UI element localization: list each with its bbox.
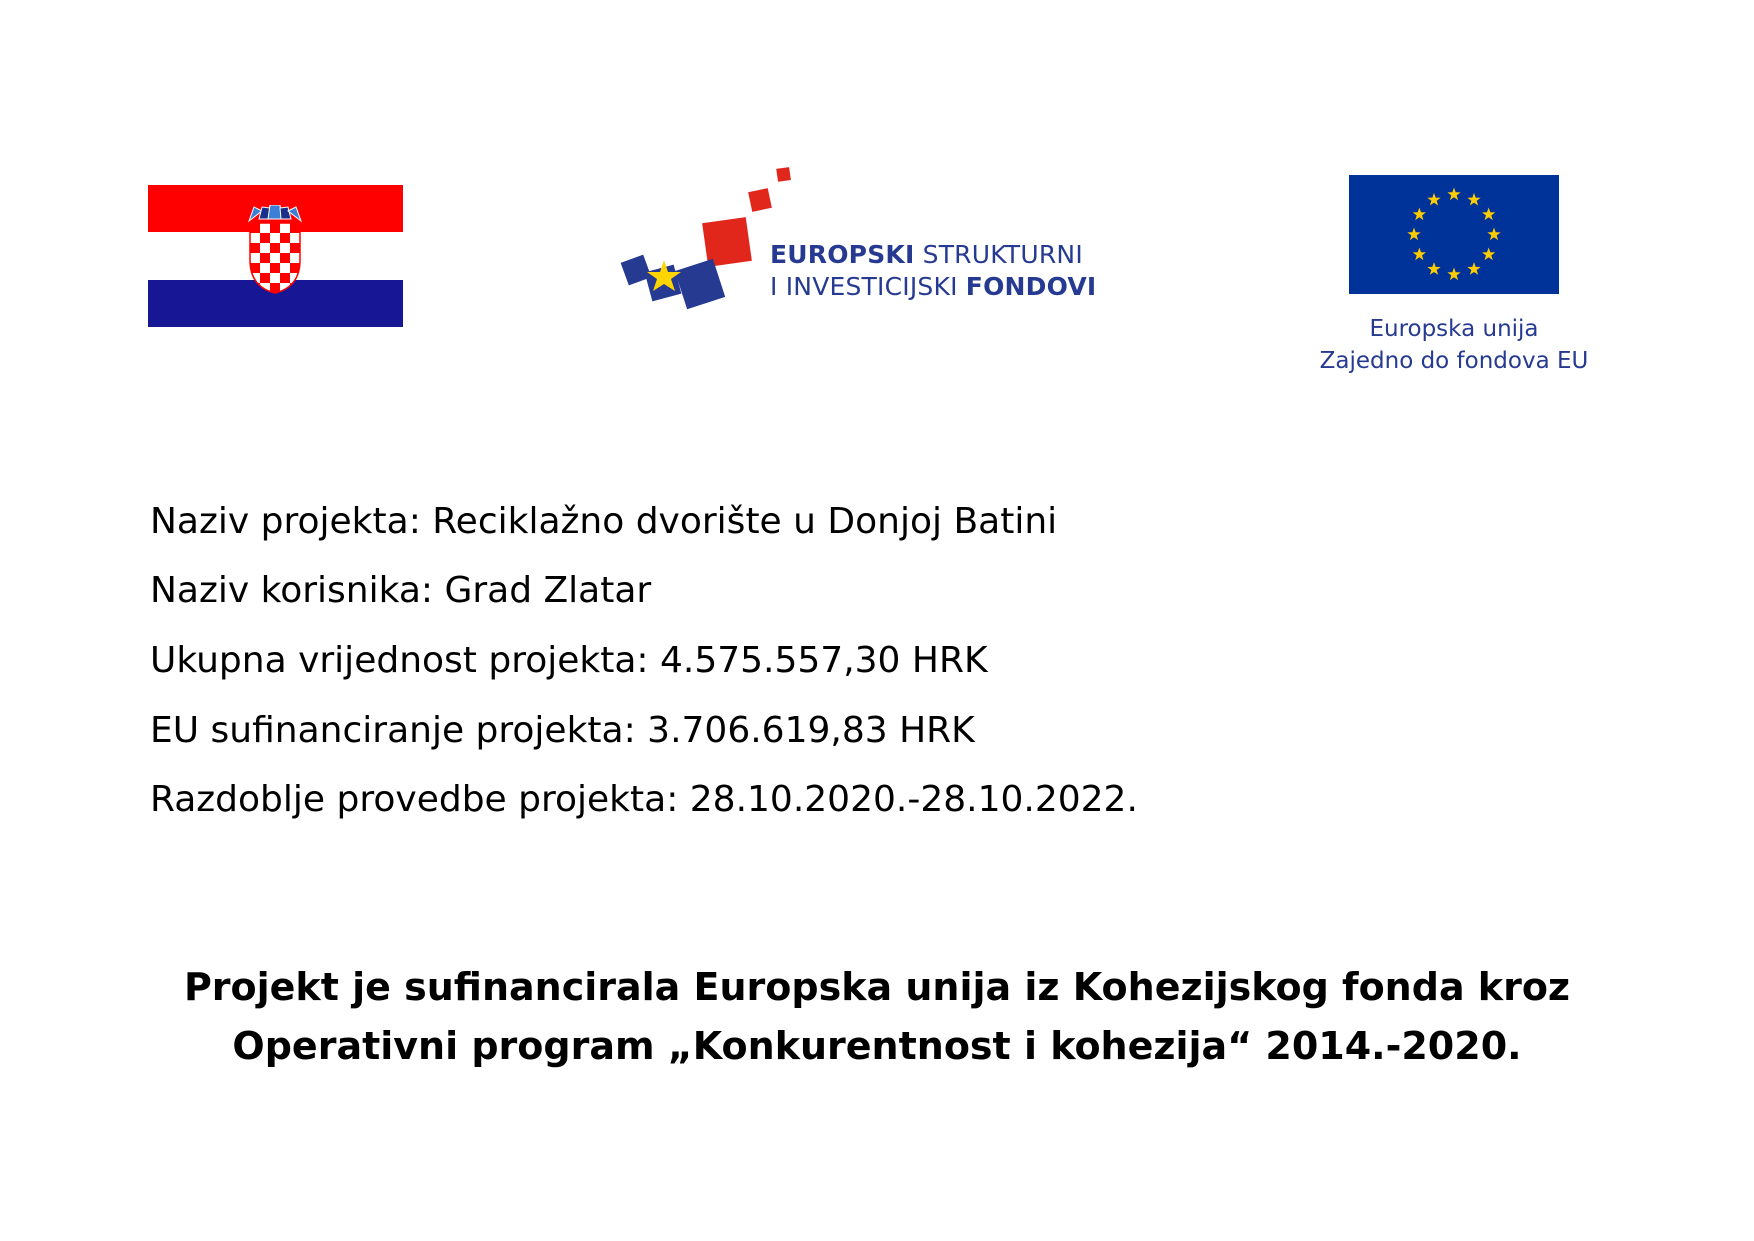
project-name-line: Naziv projekta: Reciklažno dvorište u Donjoj Batini (150, 501, 1058, 542)
esif-line-1: EUROPSKI STRUKTURNI (770, 240, 1083, 269)
eu-cofinancing-line: EU sufinanciranje projekta: 3.706.619,83 HRK (150, 710, 975, 751)
eu-flag-icon (1349, 175, 1559, 294)
eu-text-union: Europska unija (1369, 316, 1539, 342)
implementation-period-line: Razdoblje provedbe projekta: 28.10.2020.-28.10.2022. (150, 779, 1138, 820)
cofinancing-statement-line-1: Projekt je sufinancirala Europska unija iz Kohezijskog fonda kroz (183, 965, 1571, 1009)
eu-text-slogan: Zajedno do fondova EU (1319, 348, 1589, 374)
cofinancing-statement-line-2: Operativni program „Konkurentnost i kohezija“ 2014.-2020. (232, 1024, 1522, 1068)
esif-line-2: I INVESTICIJSKI FONDOVI (770, 272, 1097, 301)
esif-logo (620, 160, 1120, 320)
beneficiary-line: Naziv korisnika: Grad Zlatar (150, 570, 652, 611)
croatian-flag-icon (148, 185, 403, 327)
total-value-line: Ukupna vrijednost projekta: 4.575.557,30 HRK (150, 640, 988, 681)
croatian-coat-of-arms-icon (248, 205, 302, 295)
